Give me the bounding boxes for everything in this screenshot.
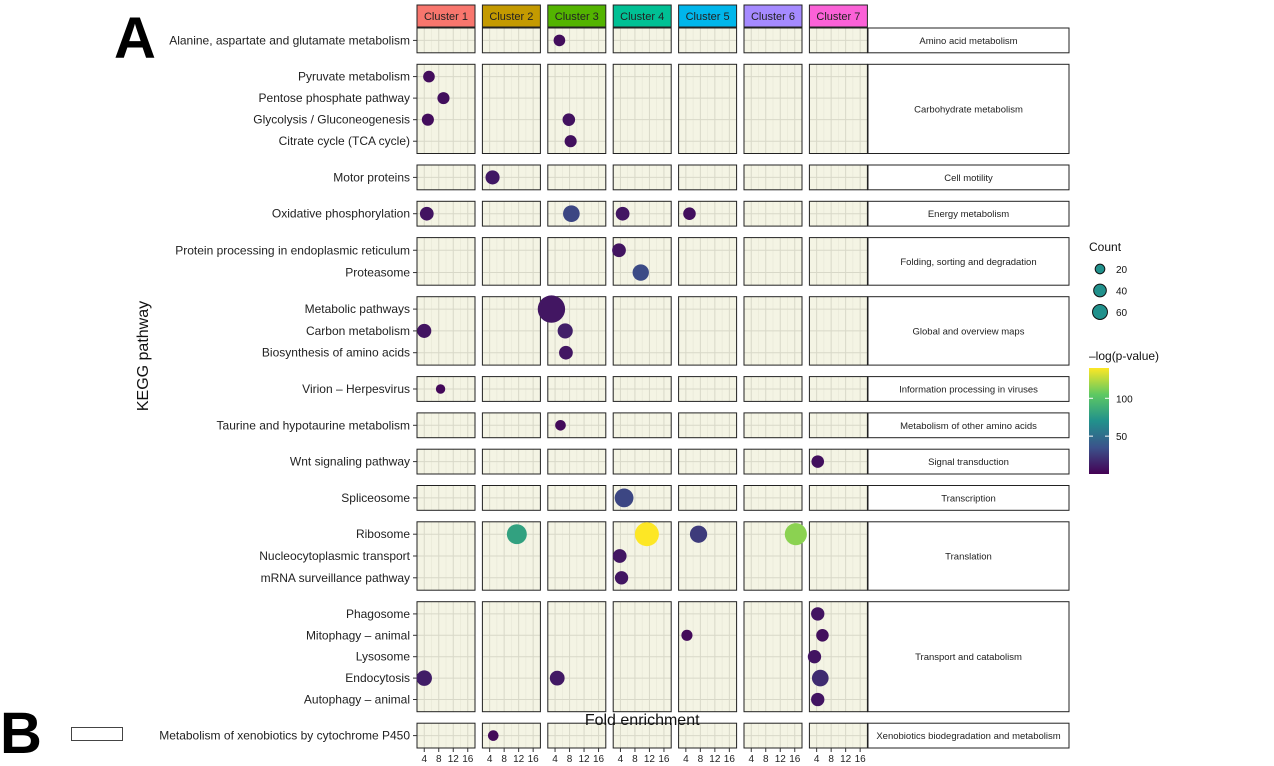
data-point <box>437 92 449 104</box>
cluster-strip-label: Cluster 6 <box>750 11 796 23</box>
x-tick-label: 16 <box>789 754 801 765</box>
pathway-label: Mitophagy – animal <box>305 628 410 643</box>
pathway-label: Carbon metabolism <box>305 323 410 338</box>
group-strip-label: Energy metabolism <box>927 209 1010 221</box>
data-point <box>615 489 634 508</box>
data-point <box>565 135 577 147</box>
x-axis-title: Fold enrichment <box>584 712 700 729</box>
x-tick-label: 12 <box>840 754 852 765</box>
pathway-label: Pyruvate metabolism <box>297 69 410 84</box>
pathway-label: Nucleocytoplasmic transport <box>259 549 410 563</box>
data-point <box>785 523 807 545</box>
pathway-label: Alanine, aspartate and glutamate metabolism <box>169 33 410 48</box>
cluster-strip-label: Cluster 1 <box>423 11 469 23</box>
pathway-label: Wnt signaling pathway <box>289 454 410 469</box>
pathway-label: Phagosome <box>345 606 410 621</box>
pathway-label: Lysosome <box>355 649 410 664</box>
x-tick-label: 12 <box>774 754 786 765</box>
group-strip-label: Metabolism of other amino acids <box>900 420 1037 432</box>
size-legend-label: 40 <box>1116 286 1128 298</box>
data-point <box>507 524 527 544</box>
x-tick-label: 8 <box>566 754 573 765</box>
data-point <box>417 324 431 338</box>
pathway-label: mRNA surveillance pathway <box>260 570 410 585</box>
pathway-label: Taurine and hypotaurine metabolism <box>216 418 410 433</box>
y-axis-title: KEGG pathway <box>135 300 152 412</box>
x-tick-label: 12 <box>643 754 656 765</box>
x-tick-label: 16 <box>592 754 605 765</box>
pathway-label: Spliceosome <box>341 490 410 505</box>
x-tick-label: 8 <box>828 754 834 765</box>
data-point <box>538 295 565 322</box>
data-point <box>812 670 829 687</box>
pathway-label: Glycolysis / Gluconeogenesis <box>253 112 410 127</box>
size-legend-key <box>1093 305 1108 320</box>
panel-b-legend-box <box>71 727 123 741</box>
size-legend-label: 60 <box>1116 308 1128 319</box>
group-strip-label: Transport and catabolism <box>915 652 1022 664</box>
data-point <box>615 571 628 584</box>
data-point <box>811 607 824 620</box>
group-strip-label: Transcription <box>941 493 996 505</box>
group-strip-label: Information processing in viruses <box>899 384 1038 396</box>
x-tick-label: 8 <box>435 754 442 765</box>
data-point <box>488 730 499 741</box>
x-tick-label: 8 <box>697 754 704 765</box>
data-point <box>808 650 821 663</box>
group-strip-label: Carbohydrate metabolism <box>914 104 1023 116</box>
size-legend-key <box>1095 264 1105 274</box>
group-strip-label: Translation <box>945 551 992 563</box>
data-point <box>563 205 580 222</box>
x-tick-label: 16 <box>462 754 474 765</box>
size-legend-label: 20 <box>1116 265 1128 276</box>
pathway-label: Metabolism of xenobiotics by cytochrome P450 <box>159 728 410 743</box>
data-point <box>563 113 576 126</box>
data-point <box>683 207 696 220</box>
cluster-strip-label: Cluster 5 <box>685 11 730 23</box>
x-tick-label: 4 <box>683 754 689 765</box>
pathway-label: Protein processing in endoplasmic reticulum <box>175 243 410 258</box>
group-strip-label: Global and overview maps <box>912 326 1025 338</box>
cluster-strip-label: Cluster 4 <box>620 11 665 23</box>
pathway-label: Biosynthesis of amino acids <box>261 345 410 360</box>
data-point <box>558 323 573 338</box>
pathway-label: Oxidative phosphorylation <box>271 206 410 221</box>
group-strip-label: Xenobiotics biodegradation and metabolism <box>876 731 1061 743</box>
pathway-label: Pentose phosphate pathway <box>258 91 410 106</box>
cluster-strip-label: Cluster 7 <box>816 11 861 23</box>
panel-label-b: B <box>0 701 42 766</box>
x-tick-label: 4 <box>552 754 558 765</box>
data-point <box>555 420 566 431</box>
data-point <box>485 170 499 184</box>
data-point <box>613 549 627 563</box>
data-point <box>635 522 659 546</box>
pathway-label: Citrate cycle (TCA cycle) <box>278 134 410 149</box>
pathway-label: Autophagy – animal <box>303 692 410 707</box>
group-strip-label: Cell motility <box>944 172 993 184</box>
x-tick-label: 16 <box>527 754 539 765</box>
data-point <box>554 35 566 47</box>
cluster-strip-label: Cluster 2 <box>489 11 534 23</box>
group-strip-label: Amino acid metabolism <box>919 35 1018 47</box>
data-point <box>816 629 829 642</box>
x-tick-label: 12 <box>578 754 590 765</box>
pathway-label: Metabolic pathways <box>304 302 410 317</box>
pathway-label: Virion – Herpesvirus <box>302 382 410 396</box>
data-point <box>436 384 445 393</box>
data-point <box>422 114 434 126</box>
pathway-label: Ribosome <box>355 527 410 542</box>
data-point <box>612 243 626 257</box>
data-point <box>616 207 630 221</box>
pathway-label: Endocytosis <box>345 671 410 686</box>
group-strip-label: Signal transduction <box>928 457 1009 469</box>
pathway-label: Proteasome <box>345 265 410 280</box>
x-tick-label: 16 <box>723 754 735 765</box>
x-tick-label: 8 <box>632 754 638 765</box>
data-point <box>633 264 649 280</box>
color-legend-label: 100 <box>1116 394 1133 406</box>
cluster-strip-label: Cluster 3 <box>554 11 599 23</box>
x-tick-label: 8 <box>501 754 507 765</box>
size-legend-title: Count <box>1089 240 1122 254</box>
color-legend-label: 50 <box>1116 432 1128 444</box>
x-tick-label: 4 <box>486 754 493 765</box>
x-tick-label: 4 <box>813 754 820 765</box>
x-tick-label: 4 <box>748 754 755 765</box>
x-tick-label: 8 <box>762 754 769 765</box>
data-point <box>681 630 692 641</box>
x-tick-label: 16 <box>658 754 670 765</box>
data-point <box>690 526 707 543</box>
data-point <box>420 207 434 221</box>
pathway-label: Motor proteins <box>333 170 410 185</box>
data-point <box>811 455 824 468</box>
color-legend-bar <box>1089 368 1109 474</box>
data-point <box>559 346 573 360</box>
data-point <box>550 671 565 686</box>
x-tick-label: 12 <box>709 754 721 765</box>
x-tick-label: 16 <box>854 754 866 765</box>
data-point <box>811 693 824 706</box>
x-tick-label: 4 <box>421 754 428 765</box>
data-point <box>417 670 432 685</box>
group-strip-label: Folding, sorting and degradation <box>900 256 1037 268</box>
data-point <box>423 71 435 83</box>
x-tick-label: 12 <box>447 754 459 765</box>
panel-label-a: A <box>114 6 156 71</box>
color-legend-title: –log(p-value) <box>1089 349 1160 363</box>
x-tick-label: 4 <box>617 754 624 765</box>
x-tick-label: 12 <box>513 754 525 765</box>
size-legend-key <box>1094 284 1107 297</box>
